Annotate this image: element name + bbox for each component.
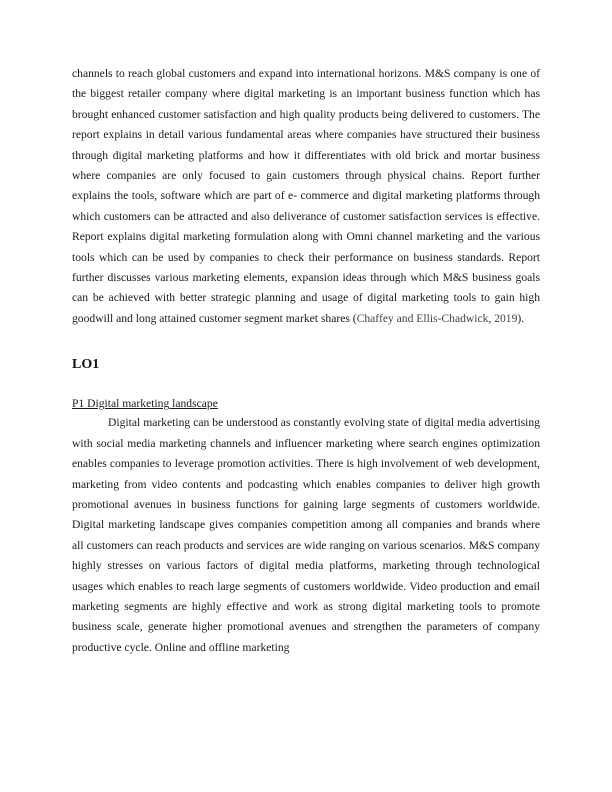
section-subheading: P1 Digital marketing landscape (72, 397, 218, 411)
citation: Chaffey and Ellis-Chadwick, 2019 (356, 311, 518, 325)
intro-text: channels to reach global customers and expand into international horizons. M&S company is one of the biggest retailer company where digital marketing is an important business function which has brought enhanced customer satisfaction and high quality products being delivered to customers. The report explains in detail various fundamental areas where companies have structured their business through digital marketing platforms and how it differentiates with old brick and mortar business where companies are only focused to gain customers through physical chains. Report further explains the tools, software which are part of e- commerce and digital marketing platforms through which customers can be attracted and also deliverance of customer satisfaction services is effective. Report explains digital marketing formulation along with Omni channel marketing and the various tools which can be used by companies to check their performance on business standards. Report further discusses various marketing elements, expansion ideas through which M&S business goals can be achieved with better strategic planning and usage of digital marketing tools to gain high goodwill and long attained customer segment market shares ( (72, 67, 540, 325)
body-paragraph: Digital marketing can be understood as constantly evolving state of digital media advertising with social media marketing channels and influencer marketing where search engines optimization enables companies to leverage promotion activities. There is high involvement of web development, marketing from video contents and podcasting which enables companies to deliver high growth promotional avenues in business functions for gaining large segments of customers worldwide. Digital marketing landscape gives companies competition among all companies and brands where all customers can reach products and services are wide ranging on various scenarios. M&S company highly stresses on various factors of digital media platforms, marketing through technological usages which enables to reach large segments of customers worldwide. Video production and email marketing segments are highly effective and work as strong digital marketing tools to promote business scale, generate higher promotional avenues and strengthen the parameters of company productive cycle. Online and offline marketing (72, 416, 540, 654)
intro-closing: ). (517, 311, 525, 325)
intro-paragraph (72, 64, 540, 329)
document-page (72, 64, 540, 658)
section-heading: LO1 (72, 357, 100, 373)
